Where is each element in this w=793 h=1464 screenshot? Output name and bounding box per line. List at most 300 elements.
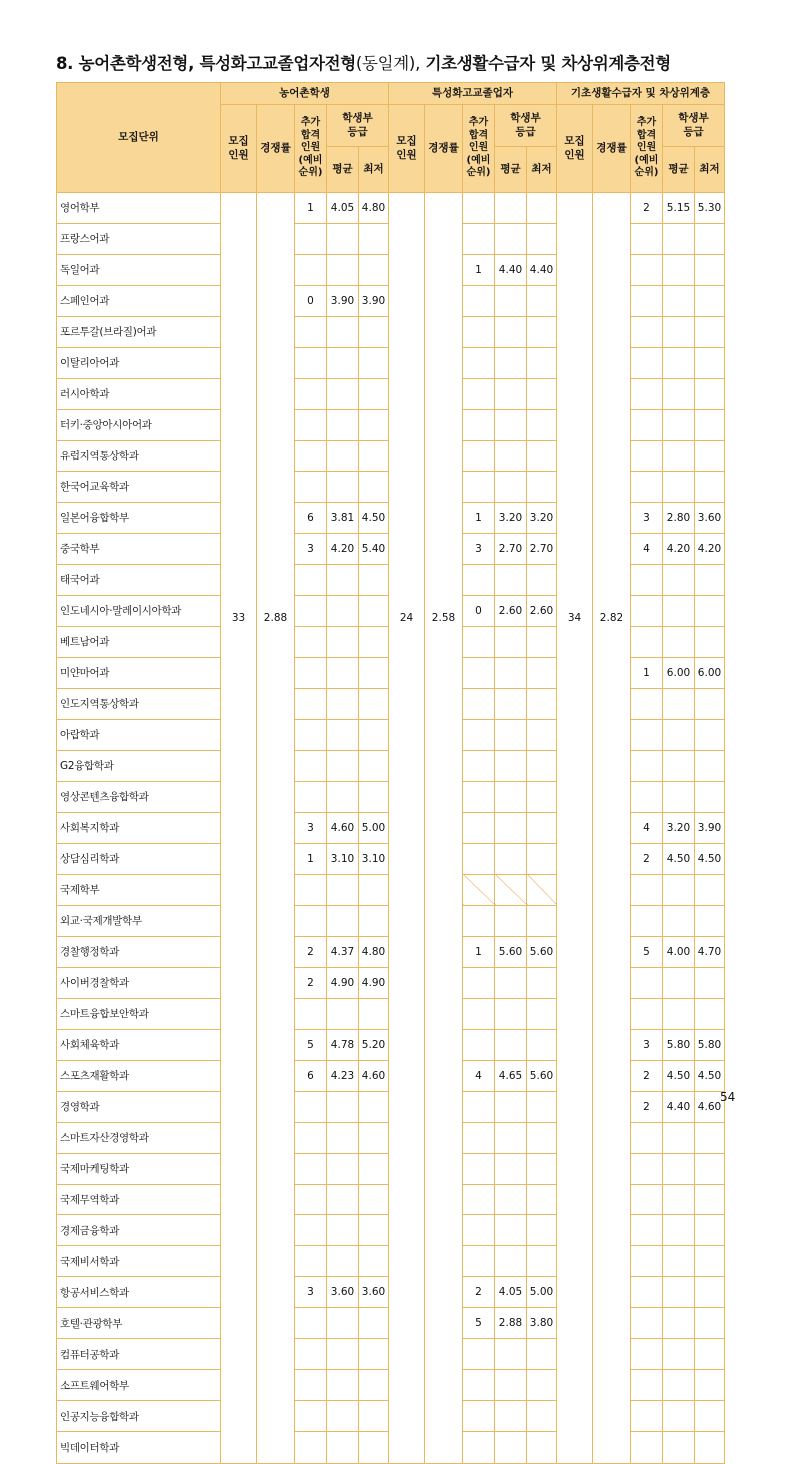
grade-avg bbox=[327, 1401, 359, 1432]
grade-avg bbox=[663, 409, 695, 440]
grade-avg bbox=[327, 1215, 359, 1246]
unit-name: 프랑스어과 bbox=[57, 223, 221, 254]
grade-min bbox=[695, 316, 725, 347]
grade-avg: 4.65 bbox=[495, 1060, 527, 1091]
extra-admits bbox=[631, 1153, 663, 1184]
grade-min bbox=[359, 254, 389, 285]
grade-min bbox=[359, 719, 389, 750]
grade-min bbox=[527, 781, 557, 812]
header-extra: 추가 합격 인원 (예비 순위) bbox=[631, 105, 663, 193]
grade-avg bbox=[495, 719, 527, 750]
grade-avg bbox=[663, 1339, 695, 1370]
grade-min: 4.80 bbox=[359, 936, 389, 967]
extra-admits: 1 bbox=[295, 843, 327, 874]
grade-min: 5.00 bbox=[527, 1277, 557, 1308]
extra-admits bbox=[631, 626, 663, 657]
grade-min bbox=[695, 1432, 725, 1463]
grade-min bbox=[527, 1122, 557, 1153]
extra-admits: 4 bbox=[631, 533, 663, 564]
grade-min bbox=[359, 1246, 389, 1277]
grade-avg bbox=[327, 657, 359, 688]
extra-admits: 2 bbox=[463, 1277, 495, 1308]
extra-admits bbox=[631, 905, 663, 936]
unit-name: 인도지역통상학과 bbox=[57, 688, 221, 719]
grade-avg bbox=[663, 905, 695, 936]
recruit-count: 34 bbox=[557, 193, 593, 1464]
grade-min bbox=[359, 688, 389, 719]
grade-min bbox=[695, 1277, 725, 1308]
extra-admits: 1 bbox=[463, 936, 495, 967]
grade-avg bbox=[327, 409, 359, 440]
extra-admits bbox=[631, 1308, 663, 1339]
extra-admits bbox=[631, 440, 663, 471]
grade-avg bbox=[327, 440, 359, 471]
unit-name: 중국학부 bbox=[57, 533, 221, 564]
grade-min bbox=[359, 409, 389, 440]
grade-min bbox=[695, 1308, 725, 1339]
grade-min: 4.90 bbox=[359, 967, 389, 998]
header-grade: 학생부 등급 bbox=[327, 105, 389, 147]
extra-admits bbox=[295, 1308, 327, 1339]
grade-avg: 4.00 bbox=[663, 936, 695, 967]
extra-admits bbox=[295, 626, 327, 657]
grade-avg bbox=[495, 471, 527, 502]
grade-avg bbox=[663, 1122, 695, 1153]
grade-min: 5.30 bbox=[695, 193, 725, 224]
grade-avg: 6.00 bbox=[663, 657, 695, 688]
grade-min bbox=[359, 626, 389, 657]
grade-min: 2.70 bbox=[527, 533, 557, 564]
grade-avg: 5.60 bbox=[495, 936, 527, 967]
grade-avg bbox=[327, 347, 359, 378]
grade-min bbox=[359, 750, 389, 781]
grade-avg bbox=[663, 1401, 695, 1432]
grade-avg bbox=[327, 254, 359, 285]
grade-min bbox=[695, 1122, 725, 1153]
extra-admits bbox=[631, 874, 663, 905]
grade-min: 3.60 bbox=[695, 502, 725, 533]
grade-min bbox=[527, 564, 557, 595]
extra-admits bbox=[631, 1339, 663, 1370]
grade-min bbox=[527, 1432, 557, 1463]
extra-admits bbox=[295, 1246, 327, 1277]
grade-min bbox=[359, 1401, 389, 1432]
grade-avg: 2.80 bbox=[663, 502, 695, 533]
grade-avg bbox=[495, 440, 527, 471]
extra-admits bbox=[463, 316, 495, 347]
unit-name: 스마트융합보안학과 bbox=[57, 998, 221, 1029]
grade-min bbox=[695, 378, 725, 409]
grade-min bbox=[359, 1308, 389, 1339]
grade-avg: 3.20 bbox=[495, 502, 527, 533]
grade-min bbox=[527, 471, 557, 502]
grade-min bbox=[527, 905, 557, 936]
unit-name: 경영학과 bbox=[57, 1091, 221, 1122]
extra-admits bbox=[631, 471, 663, 502]
grade-avg bbox=[327, 316, 359, 347]
extra-admits bbox=[631, 254, 663, 285]
grade-min bbox=[695, 409, 725, 440]
extra-admits bbox=[463, 1370, 495, 1401]
unit-name: 경제금융학과 bbox=[57, 1215, 221, 1246]
grade-min bbox=[359, 1432, 389, 1463]
grade-min bbox=[695, 626, 725, 657]
extra-admits bbox=[631, 1432, 663, 1463]
extra-admits: 5 bbox=[295, 1029, 327, 1060]
extra-admits bbox=[463, 688, 495, 719]
grade-min: 3.90 bbox=[359, 285, 389, 316]
grade-avg: 3.90 bbox=[327, 285, 359, 316]
unit-name: 국제비서학과 bbox=[57, 1246, 221, 1277]
extra-admits: 2 bbox=[631, 1091, 663, 1122]
extra-admits bbox=[295, 1401, 327, 1432]
extra-admits bbox=[295, 378, 327, 409]
grade-min bbox=[527, 193, 557, 224]
extra-admits bbox=[463, 1029, 495, 1060]
grade-avg bbox=[663, 440, 695, 471]
grade-avg bbox=[495, 967, 527, 998]
grade-avg bbox=[663, 1308, 695, 1339]
extra-admits bbox=[463, 193, 495, 224]
grade-min bbox=[527, 347, 557, 378]
grade-avg: 4.50 bbox=[663, 843, 695, 874]
grade-avg: 4.20 bbox=[327, 533, 359, 564]
extra-admits bbox=[295, 471, 327, 502]
header-grade: 학생부 등급 bbox=[663, 105, 725, 147]
grade-avg bbox=[495, 874, 527, 905]
grade-min: 4.80 bbox=[359, 193, 389, 224]
grade-min bbox=[527, 874, 557, 905]
unit-name: 태국어과 bbox=[57, 564, 221, 595]
extra-admits bbox=[463, 471, 495, 502]
grade-min: 4.60 bbox=[359, 1060, 389, 1091]
grade-min bbox=[359, 595, 389, 626]
extra-admits bbox=[631, 285, 663, 316]
header-unit: 모집단위 bbox=[57, 83, 221, 193]
extra-admits bbox=[295, 781, 327, 812]
unit-name: 빅데이터학과 bbox=[57, 1432, 221, 1463]
grade-avg bbox=[327, 1432, 359, 1463]
grade-min bbox=[359, 657, 389, 688]
header-group-vocational: 특성화고교졸업자 bbox=[389, 83, 557, 105]
grade-min bbox=[527, 440, 557, 471]
unit-name: 포르투갈(브라질)어과 bbox=[57, 316, 221, 347]
grade-min bbox=[695, 1401, 725, 1432]
page-title: 8. 농어촌학생전형, 특성화고교졸업자전형(동일계), 기초생활수급자 및 차상위계층전형 bbox=[56, 54, 671, 73]
grade-min bbox=[695, 1184, 725, 1215]
unit-name: 영어학부 bbox=[57, 193, 221, 224]
grade-avg bbox=[663, 1215, 695, 1246]
grade-avg bbox=[663, 285, 695, 316]
extra-admits bbox=[295, 657, 327, 688]
recruit-count: 24 bbox=[389, 193, 425, 1464]
extra-admits bbox=[295, 1091, 327, 1122]
admission-results-table bbox=[56, 82, 725, 1464]
grade-avg: 4.90 bbox=[327, 967, 359, 998]
grade-avg bbox=[327, 1153, 359, 1184]
grade-min: 2.60 bbox=[527, 595, 557, 626]
extra-admits bbox=[295, 1215, 327, 1246]
grade-avg bbox=[327, 595, 359, 626]
grade-avg bbox=[495, 1122, 527, 1153]
extra-admits bbox=[463, 1401, 495, 1432]
extra-admits bbox=[295, 905, 327, 936]
grade-min bbox=[695, 285, 725, 316]
grade-avg bbox=[327, 471, 359, 502]
grade-min: 4.40 bbox=[527, 254, 557, 285]
grade-min bbox=[527, 998, 557, 1029]
grade-avg bbox=[327, 1122, 359, 1153]
grade-avg bbox=[327, 905, 359, 936]
extra-admits: 4 bbox=[463, 1060, 495, 1091]
extra-admits: 1 bbox=[295, 193, 327, 224]
grade-avg bbox=[663, 347, 695, 378]
grade-avg: 3.81 bbox=[327, 502, 359, 533]
competition-rate: 2.58 bbox=[425, 193, 463, 1464]
extra-admits: 2 bbox=[631, 193, 663, 224]
extra-admits bbox=[295, 719, 327, 750]
grade-min bbox=[695, 750, 725, 781]
unit-name: 이탈리아어과 bbox=[57, 347, 221, 378]
unit-name: 미얀마어과 bbox=[57, 657, 221, 688]
unit-name: 독일어과 bbox=[57, 254, 221, 285]
grade-min: 5.60 bbox=[527, 1060, 557, 1091]
grade-avg bbox=[495, 316, 527, 347]
grade-min bbox=[359, 223, 389, 254]
grade-min: 4.20 bbox=[695, 533, 725, 564]
grade-avg bbox=[663, 254, 695, 285]
unit-name: 경찰행정학과 bbox=[57, 936, 221, 967]
extra-admits: 1 bbox=[631, 657, 663, 688]
competition-rate: 2.82 bbox=[593, 193, 631, 1464]
header-avg: 평균 bbox=[495, 147, 527, 193]
extra-admits bbox=[631, 316, 663, 347]
grade-min bbox=[359, 781, 389, 812]
grade-min bbox=[695, 1370, 725, 1401]
grade-avg bbox=[663, 750, 695, 781]
grade-min bbox=[527, 1091, 557, 1122]
extra-admits bbox=[631, 719, 663, 750]
extra-admits bbox=[631, 967, 663, 998]
grade-min bbox=[359, 1122, 389, 1153]
grade-min bbox=[527, 967, 557, 998]
unit-name: 국제마케팅학과 bbox=[57, 1153, 221, 1184]
grade-avg bbox=[495, 1029, 527, 1060]
extra-admits bbox=[463, 626, 495, 657]
unit-name: 아랍학과 bbox=[57, 719, 221, 750]
grade-min bbox=[695, 781, 725, 812]
extra-admits bbox=[631, 1277, 663, 1308]
header-min: 최저 bbox=[527, 147, 557, 193]
extra-admits: 3 bbox=[295, 812, 327, 843]
grade-avg bbox=[495, 409, 527, 440]
grade-min: 3.90 bbox=[695, 812, 725, 843]
extra-admits bbox=[631, 688, 663, 719]
grade-min: 3.60 bbox=[359, 1277, 389, 1308]
grade-min: 4.70 bbox=[695, 936, 725, 967]
grade-avg bbox=[663, 688, 695, 719]
grade-min bbox=[359, 1091, 389, 1122]
grade-min bbox=[695, 874, 725, 905]
grade-min: 3.10 bbox=[359, 843, 389, 874]
grade-avg bbox=[663, 1277, 695, 1308]
header-competition: 경쟁률 bbox=[425, 105, 463, 193]
extra-admits: 3 bbox=[295, 533, 327, 564]
grade-min: 3.80 bbox=[527, 1308, 557, 1339]
grade-avg bbox=[663, 223, 695, 254]
grade-min bbox=[359, 874, 389, 905]
grade-avg bbox=[495, 1184, 527, 1215]
grade-min bbox=[527, 750, 557, 781]
grade-min bbox=[527, 812, 557, 843]
unit-name: 유럽지역통상학과 bbox=[57, 440, 221, 471]
grade-min bbox=[695, 223, 725, 254]
extra-admits: 2 bbox=[631, 843, 663, 874]
extra-admits bbox=[463, 409, 495, 440]
grade-min bbox=[695, 347, 725, 378]
extra-admits bbox=[631, 564, 663, 595]
grade-avg bbox=[327, 223, 359, 254]
grade-avg bbox=[495, 347, 527, 378]
grade-min bbox=[695, 1215, 725, 1246]
extra-admits bbox=[631, 750, 663, 781]
header-recruit: 모집 인원 bbox=[221, 105, 257, 193]
grade-min bbox=[527, 1339, 557, 1370]
grade-avg bbox=[663, 781, 695, 812]
grade-min bbox=[527, 1184, 557, 1215]
extra-admits bbox=[295, 1432, 327, 1463]
grade-avg: 4.40 bbox=[663, 1091, 695, 1122]
grade-min bbox=[527, 1401, 557, 1432]
extra-admits: 2 bbox=[631, 1060, 663, 1091]
grade-avg bbox=[495, 564, 527, 595]
grade-min bbox=[527, 1153, 557, 1184]
grade-min bbox=[695, 254, 725, 285]
grade-avg bbox=[495, 750, 527, 781]
grade-avg bbox=[495, 657, 527, 688]
extra-admits bbox=[631, 1401, 663, 1432]
grade-avg bbox=[327, 1184, 359, 1215]
extra-admits bbox=[295, 874, 327, 905]
grade-avg bbox=[495, 843, 527, 874]
extra-admits bbox=[631, 347, 663, 378]
unit-name: 항공서비스학과 bbox=[57, 1277, 221, 1308]
extra-admits: 0 bbox=[295, 285, 327, 316]
extra-admits bbox=[631, 1370, 663, 1401]
extra-admits bbox=[295, 347, 327, 378]
grade-avg bbox=[663, 1153, 695, 1184]
extra-admits bbox=[463, 223, 495, 254]
grade-min: 3.20 bbox=[527, 502, 557, 533]
unit-name: 러시아학과 bbox=[57, 378, 221, 409]
grade-min: 4.50 bbox=[695, 1060, 725, 1091]
header-group-rural: 농어촌학생 bbox=[221, 83, 389, 105]
grade-min bbox=[359, 1339, 389, 1370]
extra-admits: 3 bbox=[631, 1029, 663, 1060]
extra-admits bbox=[295, 750, 327, 781]
unit-name: 스마트자산경영학과 bbox=[57, 1122, 221, 1153]
extra-admits bbox=[631, 1215, 663, 1246]
grade-avg bbox=[495, 1215, 527, 1246]
grade-avg bbox=[663, 1184, 695, 1215]
grade-min bbox=[359, 347, 389, 378]
grade-avg bbox=[495, 1432, 527, 1463]
header-extra: 추가 합격 인원 (예비 순위) bbox=[463, 105, 495, 193]
extra-admits bbox=[631, 998, 663, 1029]
extra-admits bbox=[295, 998, 327, 1029]
extra-admits bbox=[295, 1339, 327, 1370]
unit-name: 국제학부 bbox=[57, 874, 221, 905]
grade-avg: 5.15 bbox=[663, 193, 695, 224]
extra-admits bbox=[463, 905, 495, 936]
unit-name: 호텔·관광학부 bbox=[57, 1308, 221, 1339]
grade-min bbox=[695, 1339, 725, 1370]
extra-admits bbox=[295, 1122, 327, 1153]
grade-min bbox=[527, 378, 557, 409]
grade-min: 4.50 bbox=[695, 843, 725, 874]
extra-admits bbox=[463, 1091, 495, 1122]
extra-admits bbox=[631, 1122, 663, 1153]
grade-avg bbox=[495, 285, 527, 316]
extra-admits: 3 bbox=[295, 1277, 327, 1308]
grade-min bbox=[359, 1215, 389, 1246]
table-body bbox=[57, 193, 725, 1464]
grade-avg: 2.60 bbox=[495, 595, 527, 626]
unit-name: 사이버경찰학과 bbox=[57, 967, 221, 998]
unit-name: 베트남어과 bbox=[57, 626, 221, 657]
grade-avg bbox=[495, 1370, 527, 1401]
extra-admits bbox=[463, 564, 495, 595]
grade-avg bbox=[495, 998, 527, 1029]
grade-min bbox=[695, 998, 725, 1029]
grade-avg bbox=[327, 874, 359, 905]
grade-min bbox=[359, 316, 389, 347]
grade-min: 4.60 bbox=[695, 1091, 725, 1122]
extra-admits bbox=[295, 440, 327, 471]
grade-avg bbox=[495, 1153, 527, 1184]
extra-admits bbox=[295, 1153, 327, 1184]
competition-rate: 2.88 bbox=[257, 193, 295, 1464]
extra-admits: 2 bbox=[295, 967, 327, 998]
grade-min bbox=[527, 626, 557, 657]
unit-name: 스포츠재활학과 bbox=[57, 1060, 221, 1091]
grade-avg bbox=[495, 812, 527, 843]
extra-admits bbox=[295, 595, 327, 626]
extra-admits bbox=[631, 595, 663, 626]
extra-admits bbox=[463, 874, 495, 905]
grade-avg bbox=[495, 688, 527, 719]
grade-avg: 5.80 bbox=[663, 1029, 695, 1060]
grade-avg bbox=[495, 223, 527, 254]
header-competition: 경쟁률 bbox=[257, 105, 295, 193]
unit-name: 사회복지학과 bbox=[57, 812, 221, 843]
grade-avg: 4.05 bbox=[495, 1277, 527, 1308]
table-row bbox=[57, 193, 725, 224]
grade-avg bbox=[327, 688, 359, 719]
grade-min bbox=[359, 378, 389, 409]
grade-min bbox=[527, 688, 557, 719]
unit-name: 외교·국제개발학부 bbox=[57, 905, 221, 936]
extra-admits bbox=[463, 843, 495, 874]
extra-admits bbox=[295, 223, 327, 254]
extra-admits bbox=[295, 409, 327, 440]
grade-avg bbox=[495, 905, 527, 936]
extra-admits bbox=[463, 347, 495, 378]
grade-avg bbox=[327, 564, 359, 595]
unit-name: 스페인어과 bbox=[57, 285, 221, 316]
extra-admits: 0 bbox=[463, 595, 495, 626]
extra-admits bbox=[463, 1184, 495, 1215]
